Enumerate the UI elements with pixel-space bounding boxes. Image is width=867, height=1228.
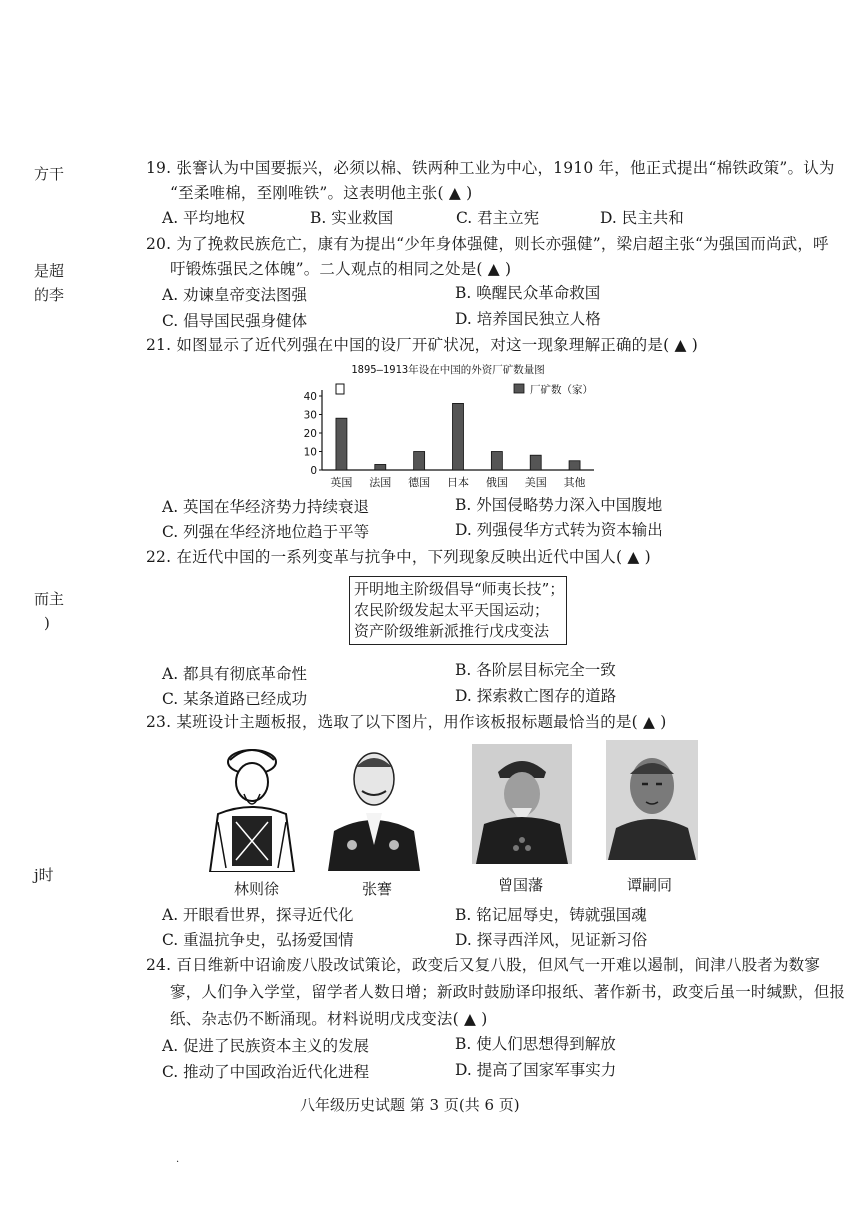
bar-2 xyxy=(414,452,425,471)
x-tick-label: 德国 xyxy=(408,476,431,489)
q24-option-a[interactable]: A. 促进了民族资本主义的发展 xyxy=(162,1037,370,1055)
portrait-lin-zexu-image xyxy=(200,742,304,872)
q19-option-b[interactable]: B. 实业救国 xyxy=(310,209,394,227)
q20-option-a[interactable]: A. 劝谏皇帝变法图强 xyxy=(162,286,308,304)
q19-option-a[interactable]: A. 平均地权 xyxy=(162,209,246,227)
q21-option-d[interactable]: D. 列强侵华方式转为资本输出 xyxy=(455,521,663,539)
x-tick-label: 美国 xyxy=(524,476,547,489)
portrait-name-zeng-guofan: 曾国藩 xyxy=(498,876,544,894)
q19-option-c[interactable]: C. 君主立宪 xyxy=(456,209,540,227)
bar-3 xyxy=(453,403,464,470)
portrait-name-zhang-jian: 张謇 xyxy=(362,880,393,898)
portrait-name-lin-zexu: 林则徐 xyxy=(234,880,280,898)
bar-1 xyxy=(375,464,386,470)
q22-option-b[interactable]: B. 各阶层目标完全一致 xyxy=(455,661,616,679)
q21-stem: 21. 如图显示了近代列强在中国的设厂开矿状况，对这一现象理解正确的是( ▲ ) xyxy=(146,336,698,354)
stray-dot: . xyxy=(176,1154,180,1165)
portrait-zhang-jian-image xyxy=(328,745,420,871)
chart-corner-square xyxy=(336,384,344,394)
q20-stem-line2: 吁锻炼强民之体魄”。二人观点的相同之处是( ▲ ) xyxy=(170,260,512,278)
portrait-tan-sitong-image xyxy=(606,740,698,860)
q23-stem: 23. 某班设计主题板报，选取了以下图片，用作该板报标题最恰当的是( ▲ ) xyxy=(146,713,667,731)
x-tick-label: 法国 xyxy=(369,476,392,489)
y-tick-label: 30 xyxy=(303,409,317,422)
factory-count-bar-chart xyxy=(300,362,640,492)
q22-stem: 22. 在近代中国的一系列变革与抗争中，下列现象反映出近代中国人( ▲ ) xyxy=(146,548,651,566)
y-tick-label: 10 xyxy=(303,446,317,459)
y-tick-label: 40 xyxy=(303,391,317,403)
q21-option-b[interactable]: B. 外国侵略势力深入中国腹地 xyxy=(455,496,663,514)
portrait-name-tan-sitong: 谭嗣同 xyxy=(627,876,673,894)
y-tick-label: 0 xyxy=(310,465,317,477)
q22-box-line: 资产阶级维新派推行戊戌变法 xyxy=(354,622,550,640)
q22-box-line: 开明地主阶级倡导“师夷长技”； xyxy=(354,580,565,598)
q24-stem-line3: 纸、杂志仍不断涌现。材料说明戊戌变法( ▲ ) xyxy=(170,1010,488,1028)
x-tick-label: 英国 xyxy=(330,476,353,489)
q20-option-d[interactable]: D. 培养国民独立人格 xyxy=(455,310,601,328)
x-tick-label: 其他 xyxy=(563,476,586,489)
margin-fragment: 方干 xyxy=(34,165,65,183)
bar-6 xyxy=(569,461,580,470)
portrait-zeng-guofan-image xyxy=(472,744,572,864)
q22-material-box xyxy=(349,576,567,645)
margin-fragment: 是超 xyxy=(34,262,65,280)
q23-option-c[interactable]: C. 重温抗争史，弘扬爱国情 xyxy=(162,931,354,949)
q19-stem-line1: 19. 张謇认为中国要振兴，必须以棉、铁两种工业为中心，1910 年，他正式提出“棉铁政策”。认为 xyxy=(146,159,835,177)
q22-option-c[interactable]: C. 某条道路已经成功 xyxy=(162,690,308,708)
margin-fragment: 的李 xyxy=(34,286,65,304)
margin-fragment: 而主 xyxy=(34,590,65,608)
margin-fragment: ) xyxy=(44,614,50,632)
x-tick-label: 日本 xyxy=(447,476,469,489)
q20-stem-line1: 20. 为了挽救民族危亡，康有为提出“少年身体强健，则长亦强健”，梁启超主张“为强国而尚武，呼 xyxy=(146,235,829,253)
q22-option-a[interactable]: A. 都具有彻底革命性 xyxy=(162,665,308,683)
q24-option-c[interactable]: C. 推动了中国政治近代化进程 xyxy=(162,1063,370,1081)
q21-option-c[interactable]: C. 列强在华经济地位趋于平等 xyxy=(162,523,370,541)
q19-stem-line2: “至柔唯棉，至刚唯铁”。这表明他主张( ▲ ) xyxy=(170,184,473,202)
x-tick-label: 俄国 xyxy=(485,476,508,489)
q24-option-d[interactable]: D. 提高了国家军事实力 xyxy=(455,1061,617,1079)
q21-option-a[interactable]: A. 英国在华经济势力持续衰退 xyxy=(162,498,370,516)
y-tick-label: 20 xyxy=(303,428,317,440)
q19-option-d[interactable]: D. 民主共和 xyxy=(600,209,684,227)
q24-stem-line2: 寥，人们争入学堂，留学者人数日增；新政时鼓励译印报纸、著作新书，政变后虽一时缄默，但报 xyxy=(170,983,846,1001)
page-footer: 八年级历史试题 第 3 页(共 6 页) xyxy=(300,1096,520,1114)
q24-option-b[interactable]: B. 使人们思想得到解放 xyxy=(455,1035,616,1053)
q23-option-d[interactable]: D. 探寻西洋风，见证新习俗 xyxy=(455,931,648,949)
bar-4 xyxy=(491,452,502,471)
margin-fragment: j时 xyxy=(34,866,54,884)
q22-option-d[interactable]: D. 探索救亡图存的道路 xyxy=(455,687,617,705)
q20-option-b[interactable]: B. 唤醒民众革命救国 xyxy=(455,284,601,302)
q23-option-a[interactable]: A. 开眼看世界，探寻近代化 xyxy=(162,906,354,924)
bar-5 xyxy=(530,455,541,470)
bar-0 xyxy=(336,418,347,470)
legend-label: 厂矿数（家） xyxy=(530,384,593,396)
q20-option-c[interactable]: C. 倡导国民强身健体 xyxy=(162,312,308,330)
chart-title: 1895—1913年设在中国的外资厂矿数量图 xyxy=(351,364,545,376)
q24-stem-line1: 24. 百日维新中诏谕废八股改试策论，政变后又复八股，但风气一开难以遏制，间津八股者为数寥 xyxy=(146,956,821,974)
q22-box-line: 农民阶级发起太平天国运动； xyxy=(354,601,550,619)
q23-option-b[interactable]: B. 铭记屈辱史，铸就强国魂 xyxy=(455,906,647,924)
legend-swatch xyxy=(514,384,524,393)
